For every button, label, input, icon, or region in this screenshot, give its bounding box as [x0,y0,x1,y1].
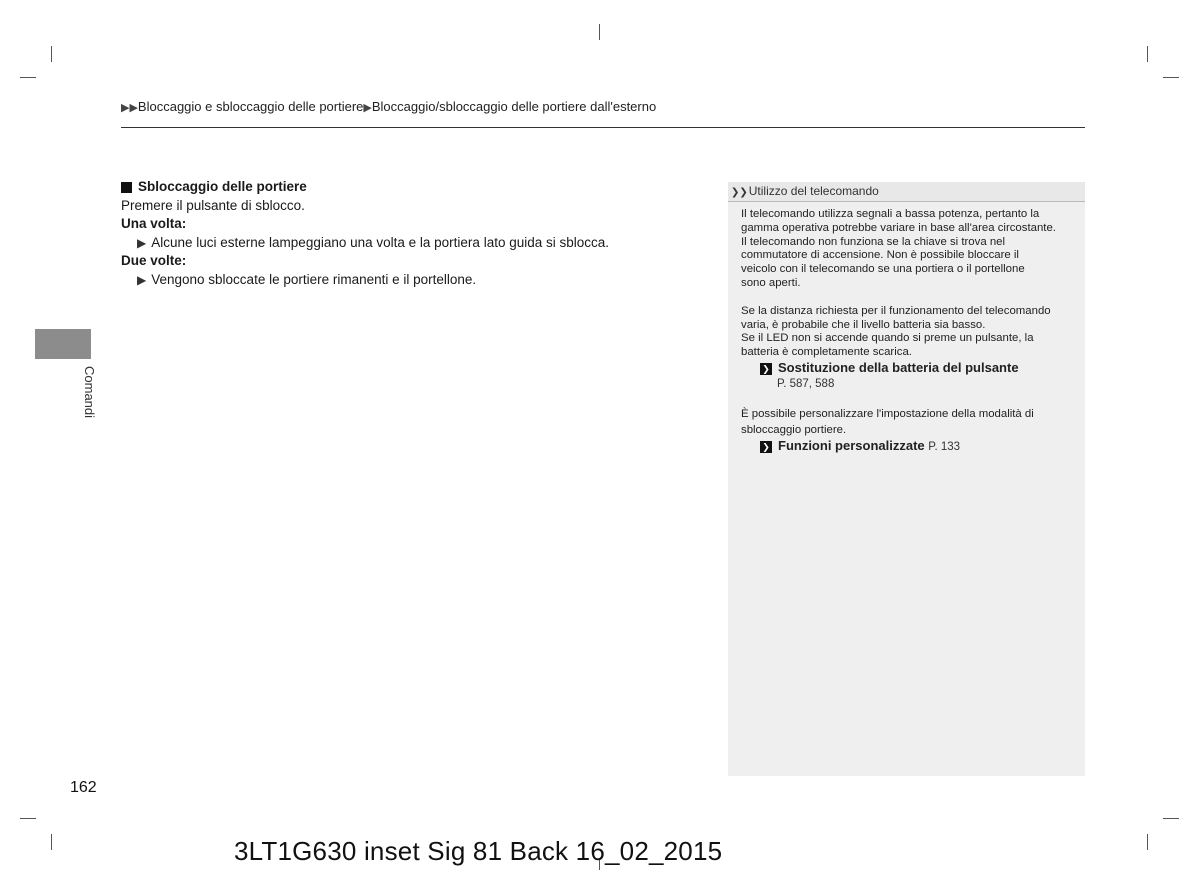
main-content [121,178,681,290]
step-arrow-icon: ▶ [137,272,147,287]
text-line: veicolo con il telecomando se una portiera o il portellone [741,263,1025,276]
sidebar-title-text: Utilizzo del telecomando [748,184,879,198]
crop-mark [1163,77,1179,78]
print-slug: 3LT1G630 inset Sig 81 Back 16_02_2015 [234,836,723,866]
crop-mark [51,46,52,62]
crop-mark [1147,46,1148,62]
text-line: Il telecomando utilizza segnali a bassa potenza, pertanto la [741,208,1040,220]
twice-step [121,271,681,290]
text-line: commutatore di accensione. Non è possibile bloccare il [741,249,1019,262]
cross-reference-custom[interactable] [741,438,1073,455]
reference-arrow-icon: ❯ [760,363,772,375]
cross-reference-battery[interactable] [741,360,1073,376]
once-step-text: Alcune luci esterne lampeggiano una volta e la portiera lato guida si sblocca. [151,234,610,250]
reference-title[interactable]: Sostituzione della batteria del pulsante [778,359,1019,375]
header-rule [121,127,1085,128]
breadcrumb-item[interactable]: Bloccaggio e sbloccaggio delle portiere [137,99,364,114]
crop-mark [1163,818,1179,819]
text-line: gamma operativa potrebbe variare in base all'area circostante. [741,221,1056,234]
text-line: sbloccaggio portiere. [741,423,847,436]
crop-mark [1147,834,1148,850]
section-title [121,178,681,197]
side-tab-label: Comandi [82,366,97,419]
text-line: È possibile personalizzare l'impostazione della modalità di [741,407,1034,420]
sidebar-paragraph [741,208,1073,291]
text-line: Se il LED non si accende quando si preme un pulsante, la [741,332,1034,345]
text-line: varia, è probabile che il livello batteria sia basso. [741,318,986,331]
side-tab-marker [35,329,91,359]
reference-page[interactable]: P. 587, 588 [777,377,835,390]
intro-text: Premere il pulsante di sblocco. [121,197,305,213]
once-label: Una volta: [121,216,187,232]
text-line: Se la distanza richiesta per il funzionamento del telecomando [741,304,1051,317]
section-title-text: Sbloccaggio delle portiere [138,179,307,194]
breadcrumb [121,99,656,114]
crop-mark [51,834,52,850]
text-line: Il telecomando non funziona se la chiave si trova nel [741,235,1006,248]
breadcrumb-item[interactable]: Bloccaggio/sbloccaggio delle portiere dall'esterno [371,99,657,114]
crop-mark [599,24,600,40]
crop-mark [20,818,36,819]
breadcrumb-arrows-icon: ▶▶ [121,102,138,114]
double-chevron-icon: ❯❯ [731,187,748,198]
breadcrumb-arrow-icon: ▶ [363,102,372,114]
step-arrow-icon: ▶ [137,235,147,250]
page-number: 162 [70,779,97,796]
reference-title[interactable]: Funzioni personalizzate [778,437,925,453]
sidebar-title [728,182,1085,202]
sidebar-note [728,182,1085,776]
sidebar-body [728,202,1085,455]
sidebar-paragraph [741,305,1073,360]
crop-mark [20,77,36,78]
reference-arrow-icon: ❯ [760,441,772,453]
text-line: batteria è completamente scarica. [741,346,912,359]
text-line: sono aperti. [741,276,801,289]
section-square-icon [121,182,132,193]
reference-page[interactable]: P. 133 [928,440,961,453]
sidebar-paragraph [741,406,1073,438]
twice-step-text: Vengono sbloccate le portiere rimanenti e il portellone. [151,271,477,287]
once-step [121,234,681,253]
twice-label: Due volte: [121,253,187,269]
